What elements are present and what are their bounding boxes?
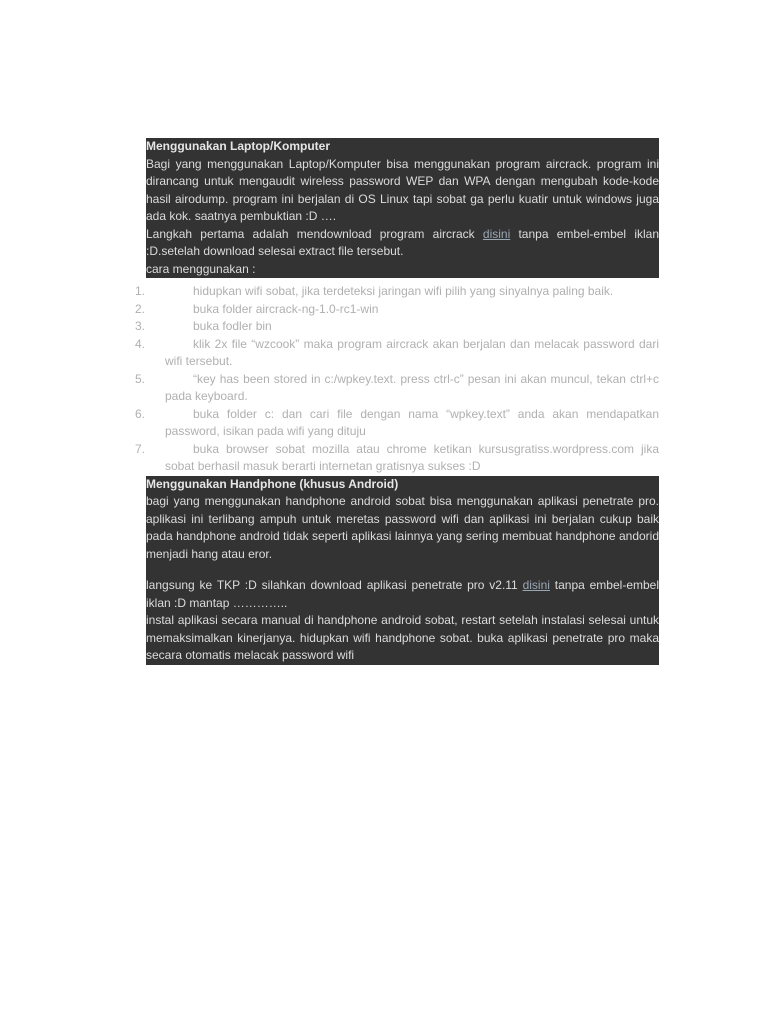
download-text-after: tanpa embel-embel iklan :D.setelah download selesai extract file tersebut. (146, 226, 660, 258)
step-number: 2. (135, 301, 146, 316)
list-item (135, 318, 659, 336)
list-item (135, 301, 659, 319)
list-item (135, 441, 659, 476)
step-number: 6. (135, 406, 146, 421)
step-text: buka folder c: dan cari file dengan nama “wpkey.text” anda akan mendapatkan password, isikan pada wifi yang dituju (165, 406, 659, 438)
step-text: buka browser sobat mozilla atau chrome ketikan kursusgratiss.wordpress.com jika sobat berhasil masuk berarti internetan gratisnya sukses :D (165, 441, 659, 473)
download-text-before: Langkah pertama adalah mendownload program aircrack (146, 226, 483, 241)
step-text: hidupkan wifi sobat, jika terdeteksi jaringan wifi pilih yang sinyalnya paling baik. (193, 284, 614, 298)
list-item (135, 406, 659, 441)
step-text: “key has been stored in c:/wpkey.text. press ctrl-c” pesan ini akan muncul, tekan ctrl+c pada keyboard. (165, 371, 659, 403)
list-item (135, 283, 659, 301)
android-section (146, 476, 659, 665)
download-text-before: langsung ke TKP :D silahkan download aplikasi penetrate pro v2.11 (146, 578, 523, 592)
laptop-intro-paragraph: Bagi yang menggunakan Laptop/Komputer bisa menggunakan program aircrack. program ini dirancang untuk mengaudit wireless password WEP dan WPA dengan mengubah kode-kode hasil airodump. program ini berjalan di OS Linux tapi sobat ga perlu kuatir untuk windows juga ada kok. saatnya pembuktian :D …. (146, 156, 659, 223)
aircrack-download-link[interactable]: disini (482, 226, 511, 241)
document-page (135, 138, 660, 665)
android-install-paragraph: instal aplikasi secara manual di handphone android sobat, restart setelah instalasi selesai untuk memaksimalkan kinerjanya. hidupkan wifi handphone sobat. buka aplikasi penetrate pro maka secara otomatis melacak password wifi (146, 613, 659, 662)
steps-list (135, 283, 659, 476)
section-title-android: Menggunakan Handphone (khusus Android) (146, 476, 399, 491)
section-title-laptop: Menggunakan Laptop/Komputer (146, 139, 330, 153)
download-text-after: tanpa embel-embel iklan :D mantap ………….. (146, 578, 659, 610)
step-text: klik 2x file “wzcook” maka program aircrack akan berjalan dan melacak password dari wifi tersebut. (165, 336, 659, 368)
laptop-section (146, 138, 659, 278)
step-text: buka folder aircrack-ng-1.0-rc1-win (193, 301, 379, 316)
usage-heading: cara menggunakan : (146, 261, 256, 276)
step-text: buka fodler bin (193, 319, 272, 333)
paragraph-gap (146, 563, 659, 577)
step-number: 1. (135, 284, 146, 298)
step-number: 5. (135, 371, 146, 386)
step-number: 3. (135, 319, 146, 333)
penetrate-download-link[interactable]: disini (522, 578, 550, 592)
laptop-download-paragraph (146, 226, 659, 261)
android-intro-paragraph: bagi yang menggunakan handphone android sobat bisa menggunakan aplikasi penetrate pro. aplikasi ini terlibang ampuh untuk meretas password wifi dan aplikasi ini berjalan cukup baik pada handphone android tidak seperti aplikasi lainnya yang sering membuat handphone andorid menjadi hang atau eror. (146, 494, 659, 561)
list-item (135, 336, 659, 371)
list-item (135, 371, 659, 406)
android-download-paragraph (146, 577, 659, 612)
step-number: 7. (135, 441, 146, 456)
step-number: 4. (135, 336, 146, 351)
